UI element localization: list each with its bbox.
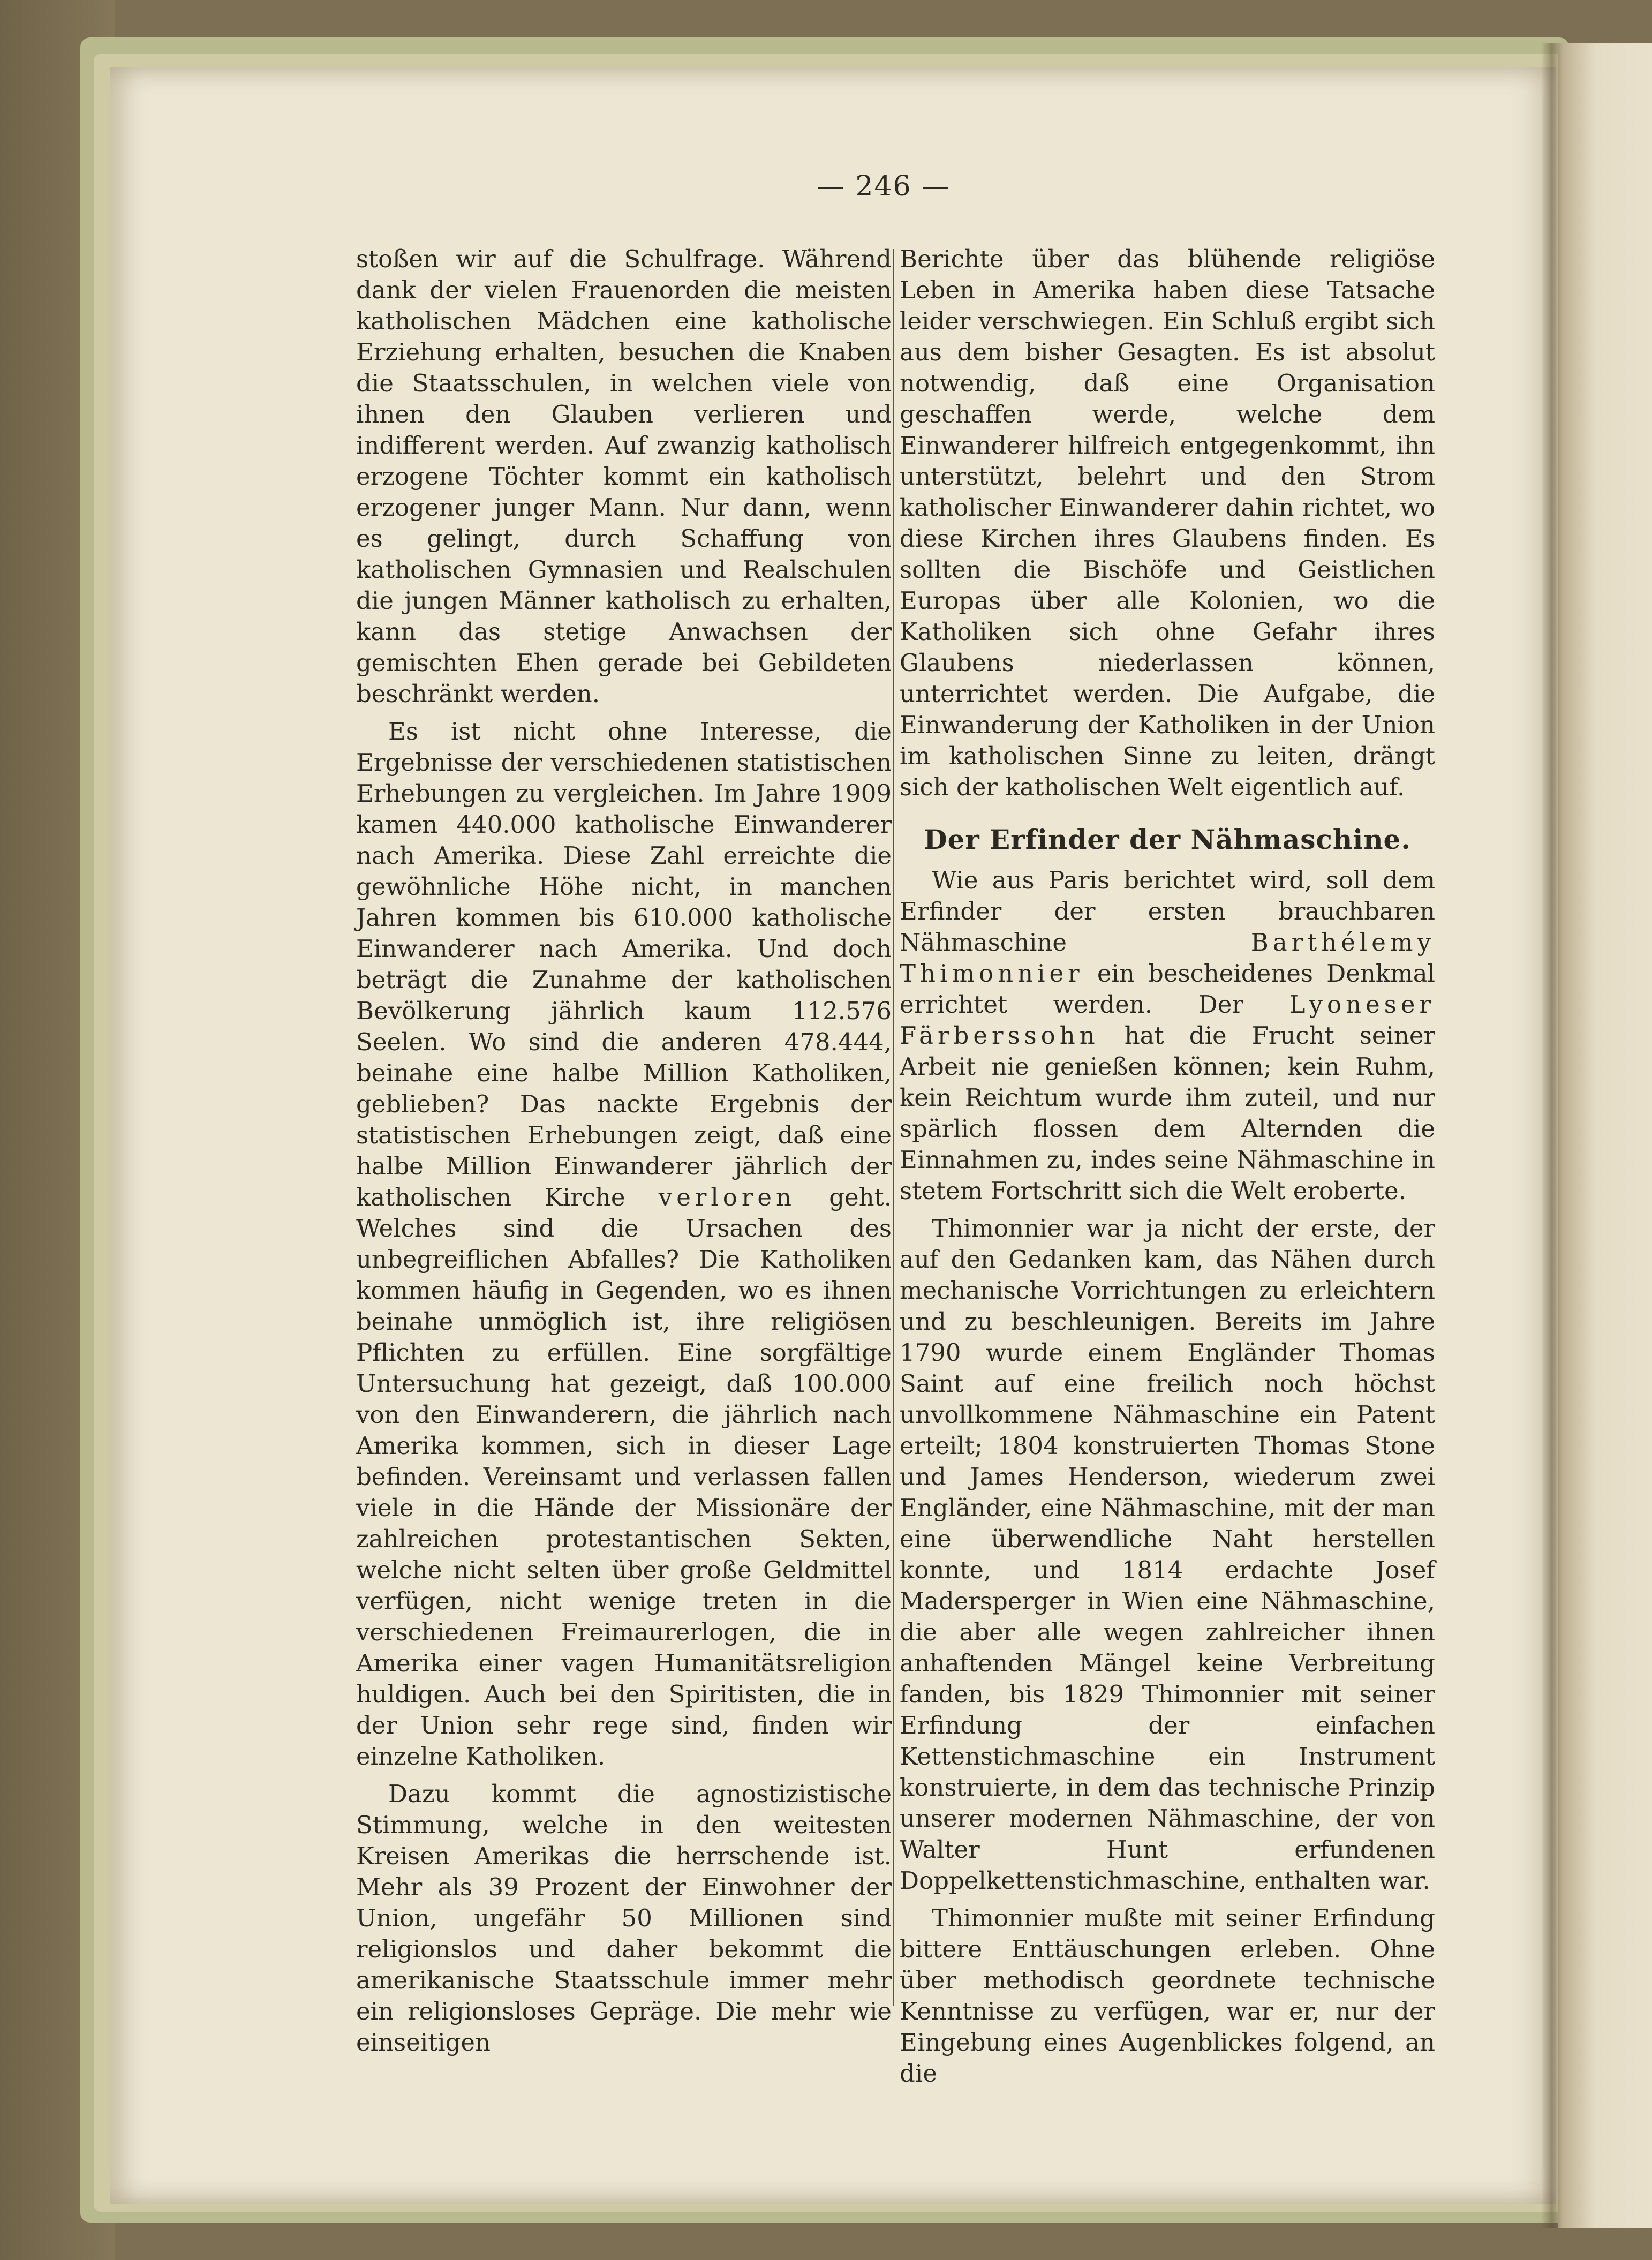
spaced-word: verloren bbox=[658, 1183, 796, 1211]
paragraph: Thimonnier war ja nicht der erste, der auf den Gedanken kam, das Nähen durch mechanische Vorrichtungen zu erleichtern und zu beschleunigen. Bereits im Jahre 1790 wurde einem Engländer Thomas Saint auf eine freilich noch höchst unvollkommene Nähmaschine ein Patent erteilt; 1804 konstruierten Thomas Stone und James Henderson, wiederum zwei Engländer, eine Nähmaschine, mit der man eine überwendliche Naht herstellen konnte, und 1814 erdachte Josef Madersperger in Wien eine Nähmaschine, die aber alle wegen zahlreicher ihnen anhaftenden Mängel keine Verbreitung fanden, bis 1829 Thimonnier mit seiner Erfindung der einfachen Kettenstichmaschine ein Instrument konstruierte, in dem das technische Prinzip unserer modernen Nähmaschine, der von Walter Hunt erfundenen Doppelkettenstichmaschine, enthalten war. bbox=[900, 1214, 1435, 1895]
paragraph-text: geht. Welches sind die Ursachen des unbegreiflichen Abfalles? Die Katholiken kommen häufig in Gegenden, wo es ihnen beinahe unmöglich ist, ihre religiösen Pflichten zu erfüllen. Eine sorgfältige Untersuchung hat gezeigt, daß 100.000 von den Einwanderern, die jährlich nach Amerika kommen, sich in dieser Lage befinden. Vereinsamt und verlassen fallen viele in die Hände der Missionäre der zahlreichen protestantischen Sekten, welche nicht selten über große Geldmittel verfügen, nicht wenige treten in die verschiedenen Freimaurerlogen, die in Amerika einer vagen Humanitätsreligion huldigen. Auch bei den Spiritisten, die in der Union sehr rege sind, finden wir einzelne Katholiken. bbox=[356, 1183, 892, 1771]
spaced-phrase: Lyoneser Färberssohn bbox=[900, 990, 1435, 1050]
article-heading: Der Erfinder der Nähmaschine. bbox=[924, 824, 1411, 855]
right-column bbox=[900, 244, 1435, 2088]
paragraph: stoßen wir auf die Schulfrage. Während dank der vielen Frauenorden die meisten katholischen Mädchen eine katholische Erziehung erhalten, besuchen die Knaben die Staatsschulen, in welchen viele von ihnen den Glauben verlieren und indifferent werden. Auf zwanzig katholisch erzogene Töchter kommt ein katholisch erzogener junger Mann. Nur dann, wenn es gelingt, durch Schaffung von katholischen Gymnasien und Realschulen die jungen Männer katholisch zu erhalten, kann das stetige Anwachsen der gemischten Ehen gerade bei Gebildeten beschränkt werden. bbox=[356, 245, 892, 708]
paragraph: Thimonnier mußte mit seiner Erfindung bittere Enttäuschungen erleben. Ohne über methodisch geordnete technische Kenntnisse zu verfügen, war er, nur der Eingebung eines Augenblickes folgend, an die bbox=[900, 1904, 1435, 2088]
paragraph-text: ein bescheidenes Denkmal errichtet werden. Der bbox=[900, 959, 1435, 1019]
paragraph bbox=[900, 865, 1435, 1207]
left-column bbox=[356, 244, 892, 2056]
paragraph bbox=[356, 716, 892, 1772]
paragraph: Berichte über das blühende religiöse Leben in Amerika haben diese Tatsache leider verschwiegen. Ein Schluß ergibt sich aus dem bisher Gesagten. Es ist absolut notwendig, daß eine Organisation geschaffen werde, welche dem Einwanderer hilfreich entgegenkommt, ihn unterstützt, belehrt und den Strom katholischer Einwanderer dahin richtet, wo diese Kirchen ihres Glaubens finden. Es sollten die Bischöfe und Geistlichen Europas über alle Kolonien, wo die Katholiken sich ohne Gefahr ihres Glaubens niederlassen können, unterrichtet werden. Die Aufgabe, die Einwanderung der Katholiken in der Union im katholischen Sinne zu leiten, drängt sich der katholischen Welt eigentlich auf. bbox=[900, 245, 1435, 801]
paragraph-text: hat die Frucht seiner Arbeit nie genießen können; kein Ruhm, kein Reichtum wurde ihm zuteil, und nur spärlich flossen dem Alternden die Einnahmen zu, indes seine Nähmaschine in stetem Fortschritt sich die Welt eroberte. bbox=[900, 1021, 1435, 1205]
page-number: — 246 — bbox=[816, 170, 951, 202]
spaced-name: Barthélemy Thimonnier bbox=[900, 928, 1435, 988]
column-divider bbox=[893, 249, 894, 2006]
facing-page-edge bbox=[1558, 43, 1652, 2228]
paragraph: Dazu kommt die agnostizistische Stimmung, welche in den weitesten Kreisen Amerikas die herrschende ist. Mehr als 39 Prozent der Einwohner der Union, ungefähr 50 Millionen sind religionslos und daher bekommt die amerikanische Staatsschule immer mehr ein religionsloses Gepräge. Die mehr wie einseitigen bbox=[356, 1780, 892, 2056]
paragraph-text: Wie aus Paris berichtet wird, soll dem Erfinder der ersten brauchbaren Nähmaschine bbox=[900, 866, 1435, 956]
paragraph-text: Es ist nicht ohne Interesse, die Ergebnisse der verschiedenen statistischen Erhebungen zu vergleichen. Im Jahre 1909 kamen 440.000 katholische Einwanderer nach Amerika. Diese Zahl erreichte die gewöhnliche Höhe nicht, in manchen Jahren kommen bis 610.000 katholische Einwanderer nach Amerika. Und doch beträgt die Zunahme der katholischen Bevölkerung jährlich kaum 112.576 Seelen. Wo sind die anderen 478.444, beinahe eine halbe Million Katholiken, geblieben? Das nackte Ergebnis der statistischen Erhebungen zeigt, daß eine halbe Million Einwanderer jährlich der katholischen Kirche bbox=[356, 717, 892, 1211]
book-gutter bbox=[1541, 43, 1563, 2228]
